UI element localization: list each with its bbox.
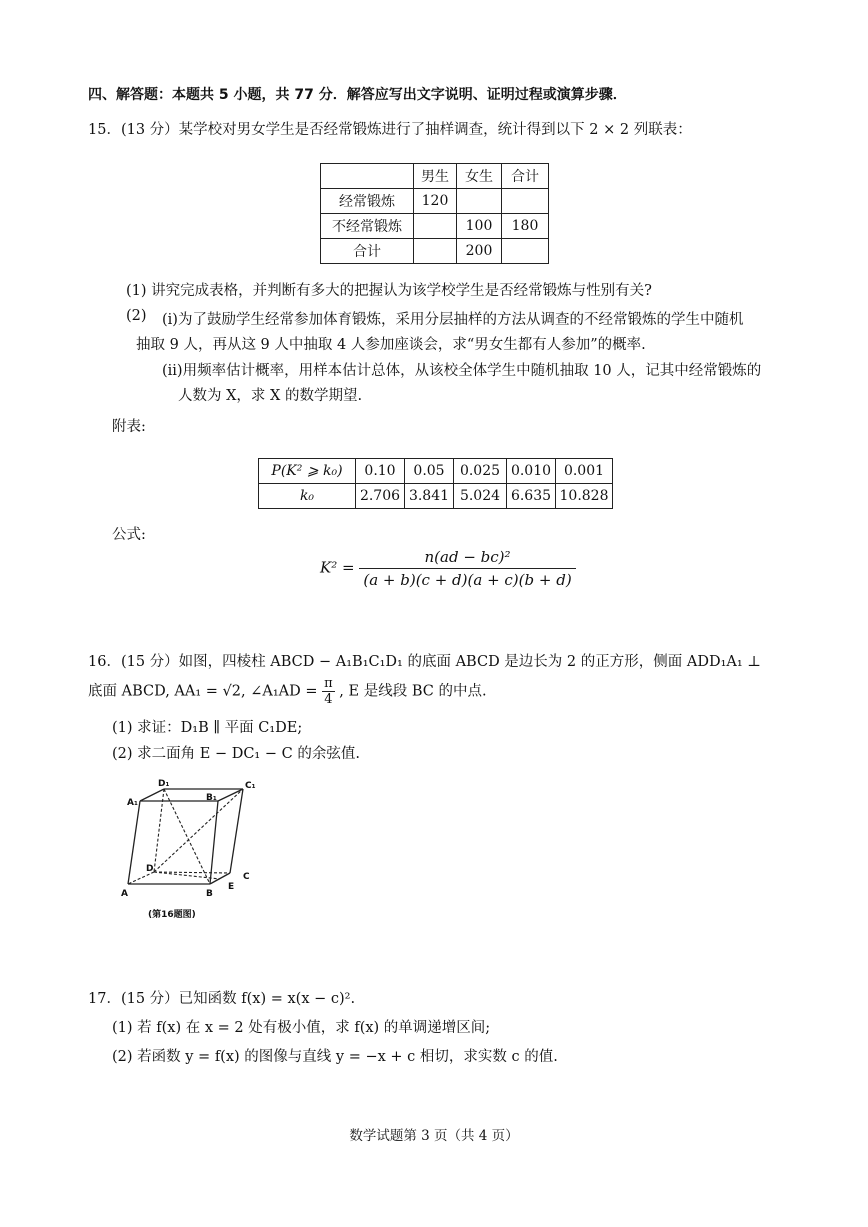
figure-caption: (第16题图) (148, 910, 196, 920)
table-cell (414, 214, 457, 239)
table-cell: 0.001 (556, 459, 613, 484)
label-a1: A₁ (127, 798, 138, 808)
table-cell: P(K² ⩾ k₀) (259, 459, 356, 484)
diag-d1-b-hidden (164, 789, 210, 884)
edge-b1-c1 (218, 789, 243, 801)
table-cell: 200 (457, 239, 502, 264)
table-cell: 合计 (321, 239, 414, 264)
q15-stem: 15．(13 分）某学校对男女学生是否经常锻炼进行了抽样调查，统计得到以下 2 × 2 列联表： (88, 122, 692, 138)
section-heading: 四、解答题：本题共 5 小题，共 77 分．解答应写出文字说明、证明过程或演算步骤． (88, 87, 627, 103)
table-cell: 3.841 (405, 484, 454, 509)
q17-part1: (1) 若 f(x) 在 x = 2 处有极小值，求 f(x) 的单调递增区间; (112, 1020, 491, 1036)
q17-part2: (2) 若函数 y = f(x) 的图像与直线 y = −x + c 相切，求实数 c 的值. (112, 1049, 558, 1065)
page-footer: 数学试题第 3 页（共 4 页） (349, 1128, 519, 1144)
q15-part2-i-line2: 抽取 9 人，再从这 9 人中抽取 4 人参加座谈会，求“男女生都有人参加”的概率. (136, 337, 646, 353)
table-cell: 2.706 (356, 484, 405, 509)
table-row (259, 459, 613, 484)
q15-part2-i-line1: (i)为了鼓励学生经常参加体育锻炼，采用分层抽样的方法从调查的不经常锻炼的学生中随机 (162, 312, 744, 328)
label-d: D (146, 864, 154, 874)
formula-numerator: n(ad − bc)² (359, 548, 575, 569)
formula-denominator: (a + b)(c + d)(a + c)(b + d) (363, 571, 572, 589)
edge-c-c1 (230, 789, 243, 873)
table-cell: 女生 (457, 164, 502, 189)
table-row (321, 164, 549, 189)
table-row (321, 214, 549, 239)
table-cell (414, 239, 457, 264)
table-cell: 男生 (414, 164, 457, 189)
q16-line2-a: 底面 ABCD, AA₁ = √2, ∠A₁AD = (88, 683, 318, 700)
label-a: A (121, 889, 128, 899)
table-cell: k₀ (259, 484, 356, 509)
table-cell: 合计 (502, 164, 549, 189)
label-d1: D₁ (158, 779, 170, 789)
appendix-label: 附表: (112, 419, 146, 435)
fraction-numerator: π (324, 676, 333, 691)
table-cell: 0.05 (405, 459, 454, 484)
q16-line1: 16．(15 分）如图，四棱柱 ABCD − A₁B₁C₁D₁ 的底面 ABCD 是边长为 2 的正方形，侧面 ADD₁A₁ ⊥ (88, 654, 761, 670)
q16-part2: (2) 求二面角 E − DC₁ − C 的余弦值. (112, 746, 360, 762)
table-cell (502, 239, 549, 264)
table-row (321, 239, 549, 264)
pi-over-four-fraction (322, 676, 335, 707)
table-cell: 100 (457, 214, 502, 239)
label-e: E (228, 882, 235, 892)
label-c: C (243, 872, 250, 882)
formula-label: 公式: (112, 527, 146, 543)
formula-fraction (359, 548, 575, 589)
table-cell: 10.828 (556, 484, 613, 509)
table-cell (502, 189, 549, 214)
table-cell: 180 (502, 214, 549, 239)
table-cell: 0.010 (507, 459, 556, 484)
label-b: B (206, 889, 213, 899)
q15-part2-label: (2) (126, 308, 147, 324)
table-row (259, 484, 613, 509)
chi-square-formula (320, 548, 576, 589)
q15-part1: (1) 讲究完成表格，并判断有多大的把握认为该学校学生是否经常锻炼与性别有关? (126, 283, 652, 299)
q17-stem: 17．(15 分）已知函数 f(x) = x(x − c)². (88, 991, 356, 1007)
table-cell (321, 164, 414, 189)
table-cell: 120 (414, 189, 457, 214)
edge-a-a1 (128, 801, 140, 884)
table-cell: 5.024 (454, 484, 507, 509)
formula-lhs: K² = (320, 558, 355, 577)
table-cell: 6.635 (507, 484, 556, 509)
table-row (321, 189, 549, 214)
q15-part2-ii-line1: (ii)用频率估计概率，用样本估计总体，从该校全体学生中随机抽取 10 人，记其中经常锻炼的 (162, 363, 762, 379)
fraction-denominator: 4 (324, 692, 333, 707)
q16-part1: (1) 求证：D₁B ∥ 平面 C₁DE; (112, 720, 303, 736)
critical-value-table (258, 458, 613, 509)
table-cell: 0.025 (454, 459, 507, 484)
q15-part2-ii-line2: 人数为 X，求 X 的数学期望. (178, 388, 363, 404)
q16-line2 (88, 676, 487, 707)
table-cell: 经常锻炼 (321, 189, 414, 214)
table-cell: 0.10 (356, 459, 405, 484)
table-cell: 不经常锻炼 (321, 214, 414, 239)
prism-figure (118, 776, 268, 926)
q15-contingency-table (320, 163, 549, 264)
label-b1: B₁ (206, 793, 217, 803)
table-cell (457, 189, 502, 214)
q16-line2-b: , E 是线段 BC 的中点. (339, 683, 487, 700)
edge-a1-d1 (140, 789, 164, 801)
label-c1: C₁ (245, 781, 256, 791)
